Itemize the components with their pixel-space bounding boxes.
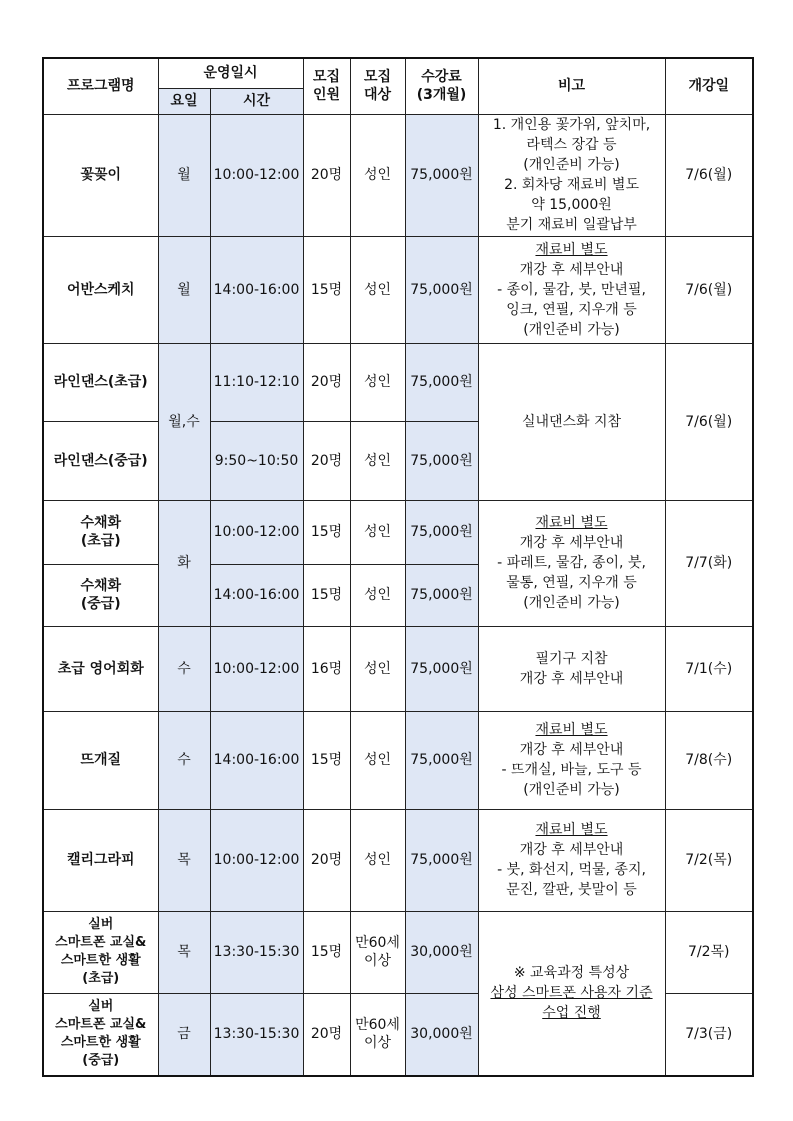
- fee: 30,000원: [405, 911, 478, 993]
- target: 성인: [350, 343, 405, 421]
- target: 만60세 이상: [350, 993, 405, 1076]
- class-time: 11:10-12:10: [210, 343, 303, 421]
- table-row: [43, 809, 753, 911]
- class-time: 14:00-16:00: [210, 236, 303, 343]
- capacity: 20명: [303, 421, 350, 500]
- program-name: 수채화 (초급): [43, 500, 158, 564]
- program-schedule-table: [42, 57, 754, 1077]
- note: 1. 개인용 꽃가위, 앞치마, 라텍스 장갑 등 (개인준비 가능) 2. 회차당 재료비 별도 약 15,000원 분기 재료비 일괄납부: [478, 114, 665, 236]
- fee: 75,000원: [405, 114, 478, 236]
- program-name: 초급 영어회화: [43, 626, 158, 711]
- class-time: 14:00-16:00: [210, 564, 303, 626]
- class-day: 화: [158, 500, 210, 626]
- capacity: 15명: [303, 236, 350, 343]
- target: 성인: [350, 809, 405, 911]
- class-time: 13:30-15:30: [210, 993, 303, 1076]
- fee: 30,000원: [405, 993, 478, 1076]
- start-date: 7/7(화): [665, 500, 753, 626]
- class-time: 9:50~10:50: [210, 421, 303, 500]
- program-name: 라인댄스(중급): [43, 421, 158, 500]
- capacity: 15명: [303, 711, 350, 809]
- header-day: 요일: [158, 88, 210, 114]
- header-schedule: 운영일시: [158, 58, 303, 88]
- table-row: [43, 114, 753, 236]
- class-time: 10:00-12:00: [210, 809, 303, 911]
- capacity: 20명: [303, 993, 350, 1076]
- capacity: 15명: [303, 564, 350, 626]
- start-date: 7/6(월): [665, 114, 753, 236]
- fee: 75,000원: [405, 564, 478, 626]
- class-day: 월,수: [158, 343, 210, 500]
- target: 성인: [350, 236, 405, 343]
- start-date: 7/6(월): [665, 343, 753, 500]
- class-day: 수: [158, 626, 210, 711]
- fee: 75,000원: [405, 421, 478, 500]
- fee: 75,000원: [405, 500, 478, 564]
- class-time: 10:00-12:00: [210, 500, 303, 564]
- start-date: 7/2목): [665, 911, 753, 993]
- header-program: 프로그램명: [43, 58, 158, 114]
- capacity: 15명: [303, 911, 350, 993]
- note: 필기구 지참 개강 후 세부안내: [478, 626, 665, 711]
- capacity: 16명: [303, 626, 350, 711]
- capacity: 20명: [303, 343, 350, 421]
- program-name: 실버 스마트폰 교실& 스마트한 생활 (중급): [43, 993, 158, 1076]
- table-row: [43, 911, 753, 993]
- class-day: 수: [158, 711, 210, 809]
- program-name: 어반스케치: [43, 236, 158, 343]
- fee: 75,000원: [405, 809, 478, 911]
- start-date: 7/6(월): [665, 236, 753, 343]
- table-row: [43, 500, 753, 564]
- fee: 75,000원: [405, 711, 478, 809]
- start-date: 7/3(금): [665, 993, 753, 1076]
- target: 성인: [350, 711, 405, 809]
- note: 재료비 별도 개강 후 세부안내 - 파레트, 물감, 종이, 붓, 물통, 연필, 지우개 등 (개인준비 가능): [478, 500, 665, 626]
- capacity: 15명: [303, 500, 350, 564]
- class-day: 월: [158, 114, 210, 236]
- table-row: [43, 236, 753, 343]
- target: 성인: [350, 564, 405, 626]
- class-day: 금: [158, 993, 210, 1076]
- table-row: [43, 343, 753, 421]
- class-day: 목: [158, 809, 210, 911]
- note: 재료비 별도 개강 후 세부안내 - 뜨개실, 바늘, 도구 등 (개인준비 가능): [478, 711, 665, 809]
- target: 성인: [350, 421, 405, 500]
- start-date: 7/1(수): [665, 626, 753, 711]
- start-date: 7/8(수): [665, 711, 753, 809]
- program-name: 뜨개질: [43, 711, 158, 809]
- note: 재료비 별도 개강 후 세부안내 - 종이, 물감, 붓, 만년필, 잉크, 연필, 지우개 등 (개인준비 가능): [478, 236, 665, 343]
- class-time: 10:00-12:00: [210, 114, 303, 236]
- program-name: 라인댄스(초급): [43, 343, 158, 421]
- program-name: 꽃꽂이: [43, 114, 158, 236]
- table-row: [43, 711, 753, 809]
- header-target: 모집 대상: [350, 58, 405, 114]
- header-time: 시간: [210, 88, 303, 114]
- header-fee: 수강료 (3개월): [405, 58, 478, 114]
- class-day: 월: [158, 236, 210, 343]
- header-capacity: 모집 인원: [303, 58, 350, 114]
- class-time: 14:00-16:00: [210, 711, 303, 809]
- class-day: 목: [158, 911, 210, 993]
- capacity: 20명: [303, 114, 350, 236]
- target: 성인: [350, 626, 405, 711]
- program-name: 캘리그라피: [43, 809, 158, 911]
- note: ※ 교육과정 특성상 삼성 스마트폰 사용자 기준 수업 진행: [478, 911, 665, 1076]
- target: 성인: [350, 500, 405, 564]
- class-time: 13:30-15:30: [210, 911, 303, 993]
- fee: 75,000원: [405, 236, 478, 343]
- capacity: 20명: [303, 809, 350, 911]
- table-row: [43, 626, 753, 711]
- target: 성인: [350, 114, 405, 236]
- program-name: 수채화 (중급): [43, 564, 158, 626]
- class-time: 10:00-12:00: [210, 626, 303, 711]
- target: 만60세 이상: [350, 911, 405, 993]
- note: 재료비 별도 개강 후 세부안내 - 붓, 화선지, 먹물, 종지, 문진, 깔판, 붓말이 등: [478, 809, 665, 911]
- header-note: 비고: [478, 58, 665, 114]
- program-name: 실버 스마트폰 교실& 스마트한 생활 (초급): [43, 911, 158, 993]
- fee: 75,000원: [405, 626, 478, 711]
- start-date: 7/2(목): [665, 809, 753, 911]
- header-start: 개강일: [665, 58, 753, 114]
- fee: 75,000원: [405, 343, 478, 421]
- note: 실내댄스화 지참: [478, 343, 665, 500]
